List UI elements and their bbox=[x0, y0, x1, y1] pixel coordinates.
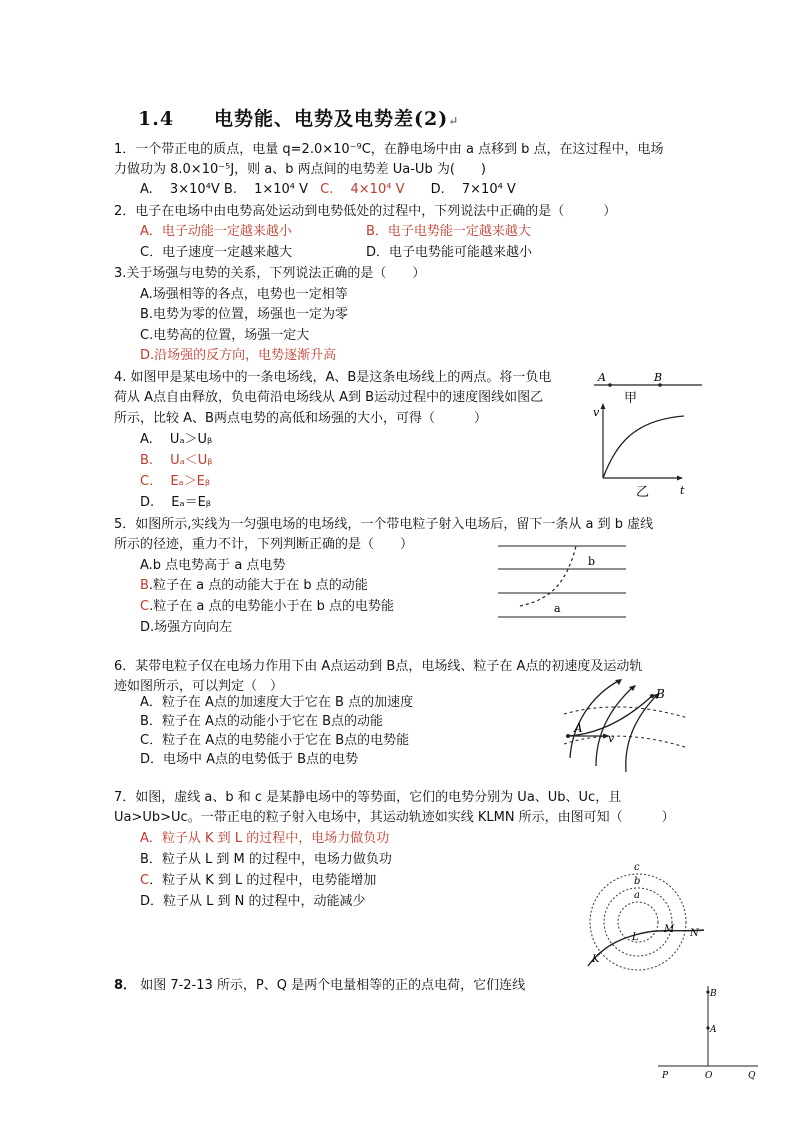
q5-stem-line1: 5．如图所示,实线为一匀强电场的电场线，一个带电粒子射入电场后，留下一条从 a 到 b 虚线 bbox=[114, 517, 654, 532]
q8-text: 如图 7-2-13 所示，P、Q 是两个电量相等的正的点电荷，它们连线 bbox=[140, 978, 526, 993]
q4-v-arrow-icon bbox=[601, 403, 606, 409]
q7-label-l: L bbox=[632, 932, 639, 943]
q4-t-arrow-icon bbox=[677, 476, 683, 481]
q5-label-a: a bbox=[554, 602, 561, 615]
q5-label-b: b bbox=[588, 555, 596, 568]
q4-stem-line2: 荷从 A点自由释放，负电荷沿电场线从 A到 B运动过程中的速度图线如图乙 bbox=[114, 390, 544, 405]
q8-label-a: A bbox=[710, 1025, 717, 1035]
page-title bbox=[138, 104, 459, 131]
q4-option-a[interactable]: A. Uₐ＞Uᵦ bbox=[140, 432, 213, 447]
q2-option-b[interactable]: B．电子电势能一定越来越大 bbox=[366, 224, 531, 239]
q5-trajectory bbox=[520, 546, 576, 606]
q6-label-a: A bbox=[574, 721, 583, 735]
q5-option-b-letter: B bbox=[140, 578, 149, 593]
q6-point-b bbox=[650, 694, 654, 698]
q7-option-a[interactable]: A．粒子从 K 到 L 的过程中，电场力做负功 bbox=[140, 831, 390, 846]
q6-equipotential-2 bbox=[564, 736, 688, 748]
q6-label-v: v bbox=[608, 732, 615, 745]
return-mark-icon: ↵ bbox=[448, 114, 460, 128]
q6-option-c[interactable]: C．粒子在 A点的电势能小于它在 B点的电势能 bbox=[140, 733, 410, 748]
q7-option-c-text: ．粒子从 K 到 L 的过程中，电势能增加 bbox=[149, 873, 377, 888]
q5-option-b-text: .粒子在 a 点的动能大于在 b 点的动能 bbox=[148, 578, 368, 593]
q4-option-b[interactable]: B. Uₐ＜Uᵦ bbox=[140, 453, 213, 468]
q4-label-b: B bbox=[654, 371, 663, 384]
q2-option-d[interactable]: D．电子电势能可能越来越小 bbox=[366, 245, 533, 260]
q8-label-o: O bbox=[705, 1071, 713, 1081]
q7-label-c: c bbox=[634, 862, 640, 873]
q7-label-b: b bbox=[634, 876, 641, 887]
q3-stem: 3.关于场强与电势的关系，下列说法正确的是（ ） bbox=[114, 266, 426, 281]
q1-option-c[interactable]: C. 4×10⁴ V bbox=[320, 182, 405, 197]
q8-stem bbox=[114, 976, 525, 996]
q7-label-m: M bbox=[664, 924, 675, 935]
q6-field-line-1 bbox=[570, 680, 620, 758]
q5-option-b[interactable] bbox=[140, 576, 368, 597]
q4-stem-line1: 4. 如图甲是某电场中的一条电场线，A、B是这条电场线上的两点。将一负电 bbox=[114, 370, 552, 385]
q5-option-c-letter: C bbox=[140, 599, 150, 614]
q7-stem-line2: Ua>Ub>Uc。一带正电的粒子射入电场中，其运动轨迹如实线 KLMN 所示，由图可知（ ） bbox=[114, 810, 675, 825]
q8-figure bbox=[652, 980, 762, 1082]
q3-option-a[interactable]: A.场强相等的各点，电势也一定相等 bbox=[140, 287, 348, 302]
q3-option-b[interactable]: B.电势为零的位置，场强也一定为零 bbox=[140, 307, 349, 322]
q7-option-c[interactable] bbox=[140, 871, 376, 892]
q8-label-p: P bbox=[662, 1071, 669, 1081]
q7-stem-line1: 7．如图，虚线 a、b 和 c 是某静电场中的等势面，它们的电势分别为 Ua、Ub、Uc，且 bbox=[114, 790, 622, 805]
q4-label-v: v bbox=[593, 406, 600, 419]
q5-stem-line2: 所示的径迹，重力不计，下列判断正确的是（ ） bbox=[114, 537, 414, 552]
q6-field-line-2 bbox=[596, 686, 634, 766]
q7-label-a: a bbox=[634, 890, 640, 901]
q5-option-c[interactable] bbox=[140, 597, 394, 618]
q6-label-b: B bbox=[656, 687, 665, 701]
q6-stem-line1: 6．某带电粒子仅在电场力作用下由 A点运动到 B点，电场线、粒子在 A点的初速度及运动轨 bbox=[114, 659, 643, 674]
q1-option-b[interactable]: B. 1×10⁴ V bbox=[223, 182, 309, 197]
q3-option-d[interactable]: D.沿场强的反方向，电势逐渐升高 bbox=[140, 348, 337, 363]
q8-label-b: B bbox=[710, 989, 717, 999]
q1-stem-line1: 1．一个带正电的质点，电量 q=2.0×10⁻⁹C，在静电场中由 a 点移到 b 点，在这过程中，电场 bbox=[114, 142, 664, 157]
q1-option-d[interactable]: D. 7×10⁴ V bbox=[430, 182, 516, 197]
q7-option-b[interactable]: B．粒子从 L 到 M 的过程中，电场力做负功 bbox=[140, 852, 392, 867]
q4-figure bbox=[588, 366, 708, 500]
q6-option-b[interactable]: B．粒子在 A点的动能小于它在 B点的动能 bbox=[140, 714, 383, 729]
q4-option-d[interactable]: D. Eₐ＝Eᵦ bbox=[140, 495, 212, 510]
q6-option-a[interactable]: A．粒子在 A点的加速度大于它在 B 点的加速度 bbox=[140, 695, 414, 710]
q7-option-d[interactable]: D．粒子从 L 到 N 的过程中，动能减少 bbox=[140, 894, 366, 909]
q2-stem: 2．电子在电场中由电势高处运动到电势低处的过程中，下列说法中正确的是（ ） bbox=[114, 204, 617, 219]
q1-options bbox=[140, 180, 516, 201]
q4-label-t: t bbox=[680, 484, 685, 497]
q7-label-n: N bbox=[690, 928, 699, 939]
q6-figure bbox=[560, 674, 694, 774]
q1-option-a[interactable]: A. 3×10⁴V bbox=[140, 182, 220, 197]
q6-option-d[interactable]: D．电场中 A点的电势低于 B点的电势 bbox=[140, 752, 359, 767]
q5-option-d[interactable]: D.场强方向向左 bbox=[140, 620, 233, 635]
q8-label-q: Q bbox=[748, 1071, 756, 1081]
q8-number: 8． bbox=[114, 978, 137, 993]
q3-option-c[interactable]: C.电势高的位置，场强一定大 bbox=[140, 328, 310, 343]
q4-point-a bbox=[608, 383, 612, 387]
q2-option-a[interactable]: A．电子动能一定越来越小 bbox=[140, 224, 292, 239]
q4-label-jia: 甲 bbox=[624, 391, 638, 406]
q4-label-a: A bbox=[598, 371, 606, 384]
q4-option-c[interactable]: C. Eₐ＞Eᵦ bbox=[140, 474, 211, 489]
q6-field-line-3 bbox=[626, 694, 658, 772]
q7-option-c-letter: C bbox=[140, 873, 150, 888]
q5-figure bbox=[496, 540, 628, 624]
q4-stem-line3: 所示，比较 A、B两点电势的高低和场强的大小，可得（ ） bbox=[114, 411, 487, 426]
q2-option-c[interactable]: C．电子速度一定越来越大 bbox=[140, 245, 293, 260]
q4-velocity-curve bbox=[603, 416, 684, 478]
q7-label-k: K bbox=[592, 954, 600, 965]
q5-option-c-text: .粒子在 a 点的电势能小于在 b 点的电势能 bbox=[149, 599, 394, 614]
q6-stem-line2: 迹如图所示，可以判定（ ） bbox=[114, 679, 284, 694]
q1-stem-line2: 力做功为 8.0×10⁻⁵J，则 a、b 两点间的电势差 Ua-Ub 为( ) bbox=[114, 162, 486, 177]
q7-trajectory bbox=[588, 930, 704, 966]
q7-figure bbox=[576, 852, 710, 974]
title-text: 1.4 电势能、电势及电势差(2) bbox=[138, 108, 449, 130]
q5-option-a[interactable]: A.b 点电势高于 a 点电势 bbox=[140, 558, 286, 573]
q4-label-yi: 乙 bbox=[636, 485, 650, 500]
